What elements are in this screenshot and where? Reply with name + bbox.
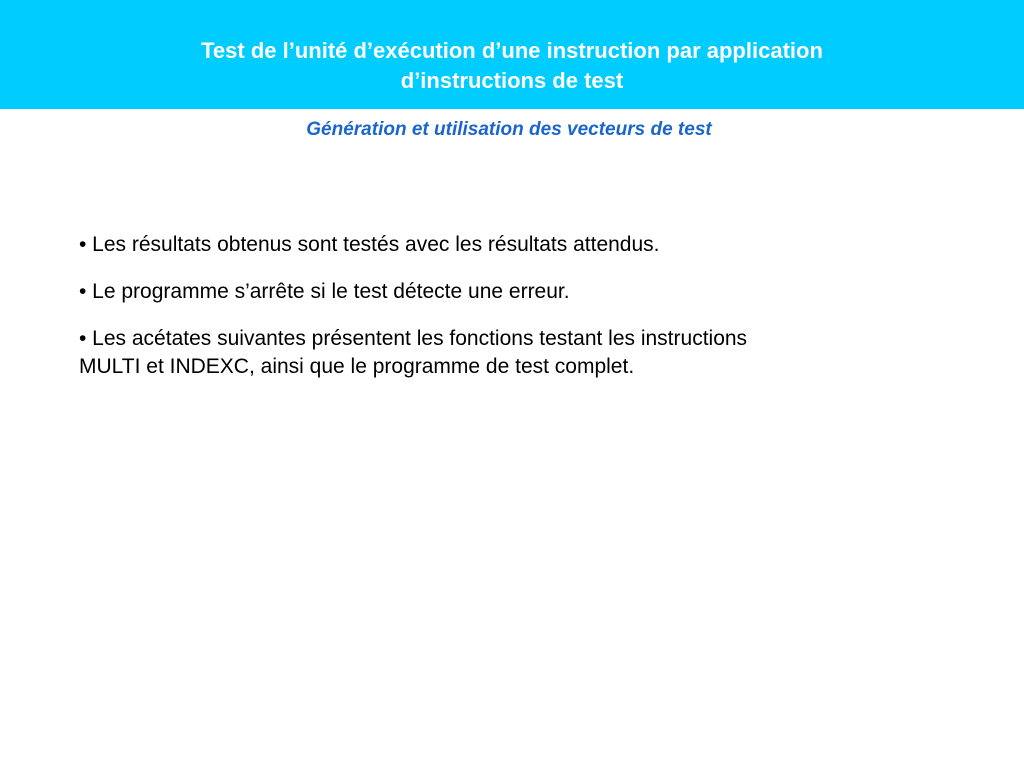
bullet-list <box>79 231 919 400</box>
slide-title <box>0 36 1024 96</box>
bullet-item <box>79 325 919 381</box>
bullet-text-continuation: MULTI et INDEXC, ainsi que le programme de test complet. <box>79 355 635 378</box>
slide-subtitle: Génération et utilisation des vecteurs de test <box>306 119 712 140</box>
bullet-item <box>79 231 919 259</box>
bullet-text: • Les résultats obtenus sont testés avec les résultats attendus. <box>79 233 660 256</box>
slide-title-line-1: Test de l’unité d’exécution d’une instruction par application <box>201 38 823 63</box>
bullet-text: • Les acétates suivantes présentent les fonctions testant les instructions <box>79 327 748 350</box>
bullet-item <box>79 278 919 306</box>
bullet-text: • Le programme s’arrête si le test détecte une erreur. <box>79 280 570 303</box>
slide-title-line-2: d’instructions de test <box>400 68 624 93</box>
